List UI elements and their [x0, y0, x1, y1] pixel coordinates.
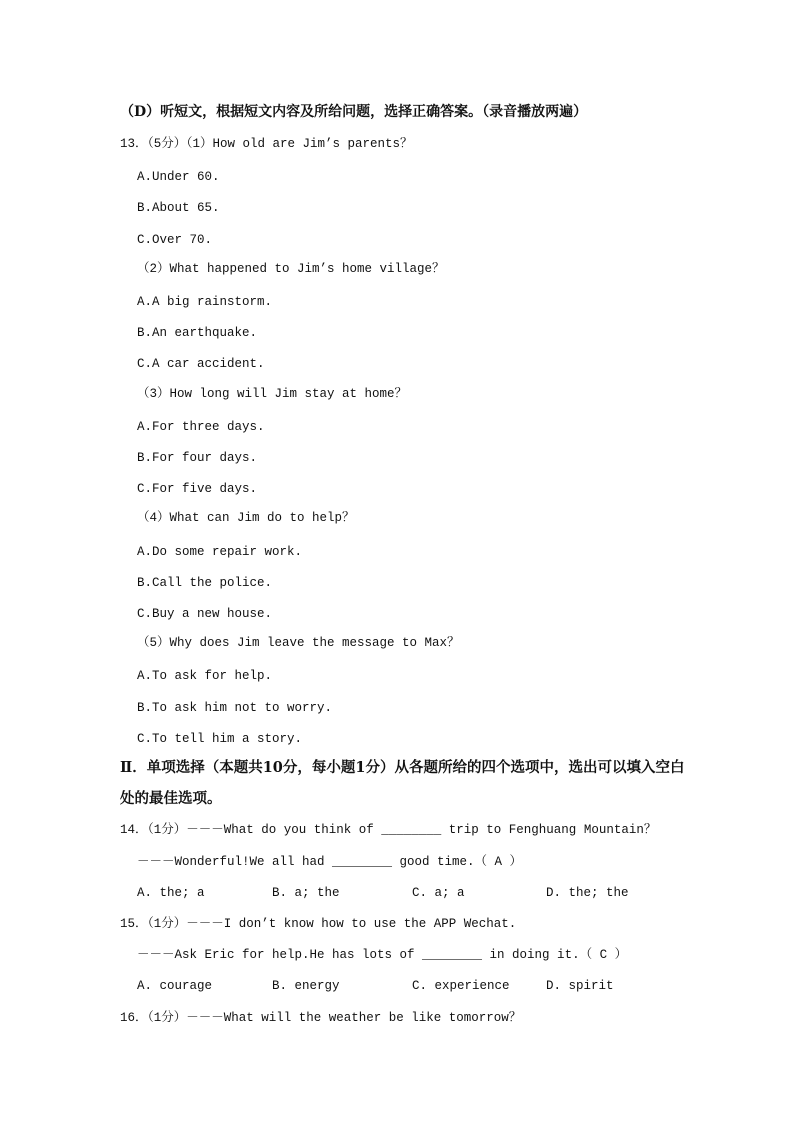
q14-option-a: A. the; a: [137, 886, 205, 900]
q13-3-option-c: C.For five days.: [137, 482, 258, 496]
question-14-line1: 14．（1分）－－－What do you think of ________ trip to Fenghuang Mountain？: [120, 823, 657, 837]
question-14-line2: －－－Wonderful!We all had ________ good time.（ A ）: [137, 855, 523, 869]
q13-1-option-b: B.About 65.: [137, 201, 220, 215]
q13-1-option-a: A.Under 60.: [137, 170, 220, 184]
q13-3-option-b: B.For four days.: [137, 451, 258, 465]
q13-3-option-a: A.For three days.: [137, 420, 265, 434]
q14-option-d: D. the; the: [546, 886, 629, 900]
section-2-heading-line1: Ⅱ．单项选择（本题共10分，每小题1分）从各题所给的四个选项中，选出可以填入空白: [120, 759, 685, 776]
question-16-line1: 16．（1分）－－－What will the weather be like tomorrow？: [120, 1011, 522, 1025]
q13-3-question: （3）How long will Jim stay at home？: [137, 387, 408, 401]
q13-5-option-c: C.To tell him a story.: [137, 732, 303, 746]
q13-2-question: （2）What happened to Jim’s home village？: [137, 262, 445, 276]
question-14-options: [137, 885, 629, 901]
q14-option-b: B. a; the: [272, 886, 340, 900]
q13-4-option-c: C.Buy a new house.: [137, 607, 273, 621]
q13-1-option-c: C.Over 70.: [137, 233, 213, 247]
q13-5-option-a: A.To ask for help.: [137, 669, 273, 683]
question-15-line1: 15．（1分）－－－I don’t know how to use the APP Wechat.: [120, 917, 517, 931]
question-13-stem: 13．（5分）（1）How old are Jim’s parents？: [120, 137, 413, 151]
q15-option-a: A. courage: [137, 979, 213, 993]
section-2-heading-line2: 处的最佳选项。: [120, 790, 222, 807]
q15-option-d: D. spirit: [546, 979, 614, 993]
q13-2-option-a: A.A big rainstorm.: [137, 295, 273, 309]
question-15-line2: －－－Ask Eric for help.He has lots of ________ in doing it.（ C ）: [137, 948, 628, 962]
q13-2-option-b: B.An earthquake.: [137, 326, 258, 340]
q13-5-option-b: B.To ask him not to worry.: [137, 701, 333, 715]
q13-4-question: （4）What can Jim do to help？: [137, 511, 355, 525]
section-d-heading: （D）听短文，根据短文内容及所给问题，选择正确答案。（录音播放两遍）: [120, 104, 588, 120]
question-15-options: [137, 978, 614, 994]
q13-5-question: （5）Why does Jim leave the message to Max？: [137, 636, 460, 650]
q15-option-b: B. energy: [272, 979, 340, 993]
q15-option-c: C. experience: [412, 979, 510, 993]
q13-4-option-b: B.Call the police.: [137, 576, 273, 590]
q13-4-option-a: A.Do some repair work.: [137, 545, 303, 559]
q13-2-option-c: C.A car accident.: [137, 357, 265, 371]
q14-option-c: C. a; a: [412, 886, 465, 900]
